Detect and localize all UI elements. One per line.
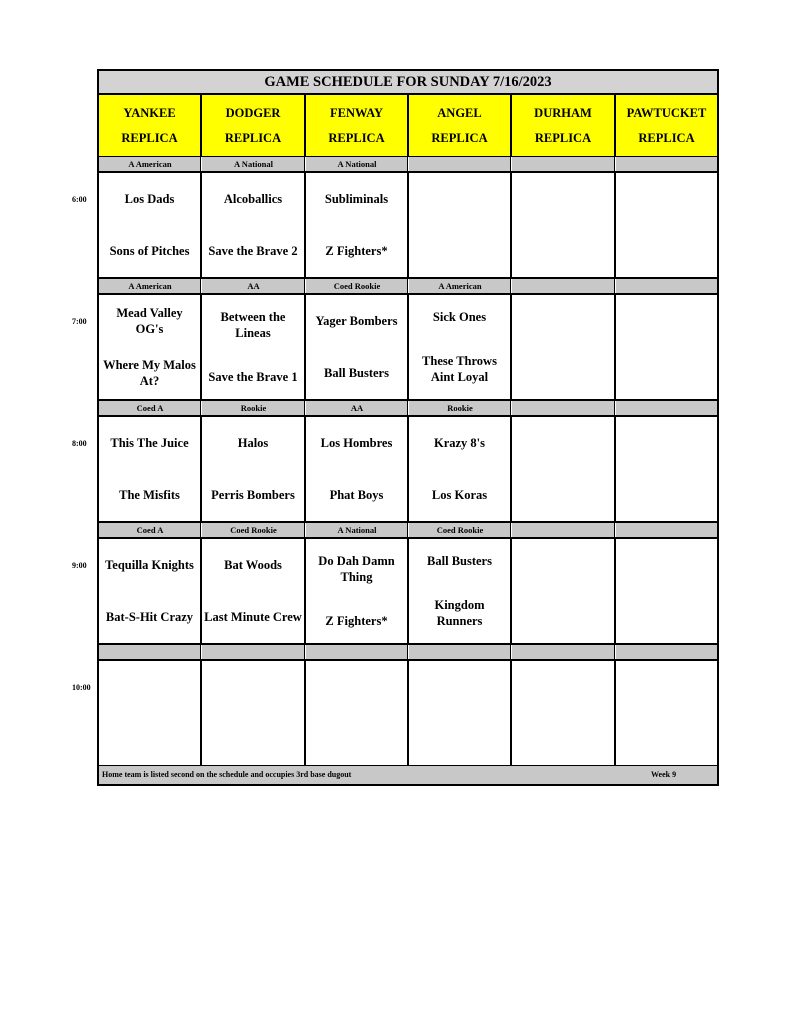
home-team <box>514 243 612 259</box>
division-label <box>512 157 616 171</box>
home-team <box>514 731 612 747</box>
home-team <box>618 487 715 503</box>
field-subtitle: REPLICA <box>224 131 282 145</box>
division-label <box>306 645 409 659</box>
division-label <box>512 523 616 537</box>
field-name: FENWAY <box>329 106 384 120</box>
game-cell <box>202 661 306 765</box>
division-label <box>616 279 717 293</box>
field-header-fenway <box>306 95 409 156</box>
game-cell <box>202 539 306 643</box>
away-team: Tequilla Knights <box>105 558 194 572</box>
division-label: Rookie <box>202 401 306 415</box>
away-team <box>514 435 612 451</box>
game-cell <box>306 173 409 277</box>
field-subtitle: REPLICA <box>534 131 592 145</box>
away-team <box>618 679 715 695</box>
field-header-durham <box>512 95 616 156</box>
field-name: ANGEL <box>437 106 482 120</box>
away-team <box>618 313 715 329</box>
home-team <box>308 731 405 747</box>
home-team <box>204 731 302 747</box>
division-label <box>512 279 616 293</box>
division-label: Rookie <box>409 401 512 415</box>
home-team: Save the Brave 1 <box>208 370 298 384</box>
time-label: 8:00 <box>72 439 87 448</box>
division-row <box>99 401 717 417</box>
home-team: The Misfits <box>119 488 180 502</box>
time-label: 9:00 <box>72 561 87 570</box>
game-cell <box>202 173 306 277</box>
away-team: Krazy 8's <box>433 436 486 450</box>
field-name: YANKEE <box>123 106 176 120</box>
time-slot-row <box>99 539 717 645</box>
game-cell <box>409 539 512 643</box>
home-team: Kingdom Runners <box>434 598 485 628</box>
away-team <box>411 191 508 207</box>
division-label: Coed A <box>99 523 202 537</box>
game-cell <box>306 661 409 765</box>
field-header-row <box>99 95 717 158</box>
division-label <box>409 645 512 659</box>
game-cell <box>99 173 202 277</box>
away-team: Mead Valley OG's <box>116 306 183 336</box>
home-team <box>514 365 612 381</box>
away-team: Do Dah Damn Thing <box>318 554 395 584</box>
time-slot-row <box>99 661 717 767</box>
game-cell <box>512 295 616 399</box>
division-row <box>99 157 717 173</box>
home-team <box>101 731 198 747</box>
division-label: A American <box>99 157 202 171</box>
home-team <box>514 487 612 503</box>
home-team <box>411 731 508 747</box>
field-header-pawtucket <box>616 95 717 156</box>
game-cell <box>99 417 202 521</box>
home-team <box>514 609 612 625</box>
home-team: These Throws Aint Loyal <box>422 354 497 384</box>
away-team <box>204 679 302 695</box>
division-label: AA <box>306 401 409 415</box>
division-label <box>512 401 616 415</box>
home-team: Where My Malos At? <box>103 358 196 388</box>
game-cell <box>512 661 616 765</box>
game-cell <box>99 539 202 643</box>
schedule-footer <box>99 766 717 784</box>
home-team: Bat-S-Hit Crazy <box>105 610 194 624</box>
time-label: 10:00 <box>72 683 91 692</box>
away-team: Alcoballics <box>223 192 283 206</box>
time-label: 6:00 <box>72 195 87 204</box>
away-team: Between the Lineas <box>220 310 286 340</box>
division-label: A National <box>202 157 306 171</box>
away-team <box>101 679 198 695</box>
game-cell <box>616 173 717 277</box>
division-label <box>99 645 202 659</box>
game-cell <box>512 173 616 277</box>
field-header-dodger <box>202 95 306 156</box>
division-label: A National <box>306 157 409 171</box>
away-team <box>514 557 612 573</box>
division-label: Coed Rookie <box>202 523 306 537</box>
division-row <box>99 645 717 661</box>
away-team: Bat Woods <box>224 558 282 572</box>
division-label: A American <box>409 279 512 293</box>
division-label <box>409 157 512 171</box>
field-subtitle: REPLICA <box>328 131 385 145</box>
home-team <box>411 243 508 259</box>
away-team: Ball Busters <box>427 554 492 568</box>
home-team: Ball Busters <box>324 366 389 380</box>
game-cell <box>306 539 409 643</box>
field-name: PAWTUCKET <box>626 106 707 120</box>
division-label: AA <box>202 279 306 293</box>
game-cell <box>409 295 512 399</box>
away-team <box>411 679 508 695</box>
home-team <box>618 365 715 381</box>
game-cell <box>99 661 202 765</box>
time-slot-row <box>99 173 717 279</box>
division-label <box>616 401 717 415</box>
division-label: A National <box>306 523 409 537</box>
time-slot-row <box>99 295 717 401</box>
away-team <box>618 191 715 207</box>
division-label <box>512 645 616 659</box>
game-cell <box>306 295 409 399</box>
away-team <box>514 191 612 207</box>
home-team: Last Minute Crew <box>204 610 302 624</box>
game-cell <box>202 417 306 521</box>
game-cell <box>616 295 717 399</box>
game-cell <box>616 417 717 521</box>
home-team <box>618 609 715 625</box>
home-team: Phat Boys <box>329 488 384 502</box>
home-team <box>618 243 715 259</box>
time-label: 7:00 <box>72 317 87 326</box>
game-cell <box>409 417 512 521</box>
away-team: Yager Bombers <box>315 314 398 328</box>
division-label <box>616 157 717 171</box>
division-row <box>99 523 717 539</box>
field-subtitle: REPLICA <box>121 131 178 145</box>
game-cell <box>99 295 202 399</box>
away-team: Los Hombres <box>320 436 393 450</box>
division-label: Coed A <box>99 401 202 415</box>
away-team: Sick Ones <box>432 310 487 324</box>
away-team: This The Juice <box>110 436 189 450</box>
division-label <box>202 645 306 659</box>
schedule-sheet <box>97 69 719 786</box>
game-cell <box>616 661 717 765</box>
home-team <box>618 731 715 747</box>
home-team: Sons of Pitches <box>109 244 190 258</box>
away-team: Los Dads <box>124 192 175 206</box>
game-cell <box>616 539 717 643</box>
division-label: Coed Rookie <box>409 523 512 537</box>
away-team <box>618 435 715 451</box>
home-team: Los Koras <box>431 488 488 502</box>
game-cell <box>409 661 512 765</box>
division-label <box>616 523 717 537</box>
away-team <box>514 313 612 329</box>
game-cell <box>512 417 616 521</box>
field-header-yankee <box>99 95 202 156</box>
time-slot-row <box>99 417 717 523</box>
home-team: Perris Bombers <box>211 488 295 502</box>
schedule-title: GAME SCHEDULE FOR SUNDAY 7/16/2023 <box>99 71 717 95</box>
away-team <box>308 679 405 695</box>
game-cell <box>512 539 616 643</box>
field-header-angel <box>409 95 512 156</box>
field-name: DODGER <box>225 106 281 120</box>
away-team: Halos <box>237 436 269 450</box>
division-label: Coed Rookie <box>306 279 409 293</box>
game-cell <box>202 295 306 399</box>
home-team: Save the Brave 2 <box>208 244 298 258</box>
home-team: Z Fighters* <box>325 244 388 258</box>
home-team-note: Home team is listed second on the schedule and occupies 3rd base dugout <box>102 770 352 779</box>
away-team <box>514 679 612 695</box>
division-row <box>99 279 717 295</box>
away-team: Subliminals <box>324 192 389 206</box>
home-team: Z Fighters* <box>325 614 388 628</box>
field-subtitle: REPLICA <box>431 131 488 145</box>
away-team <box>618 557 715 573</box>
game-cell <box>409 173 512 277</box>
field-subtitle: REPLICA <box>638 131 695 145</box>
game-cell <box>306 417 409 521</box>
field-name: DURHAM <box>534 106 592 120</box>
division-label <box>616 645 717 659</box>
week-label: Week 9 <box>651 770 677 779</box>
division-label: A American <box>99 279 202 293</box>
